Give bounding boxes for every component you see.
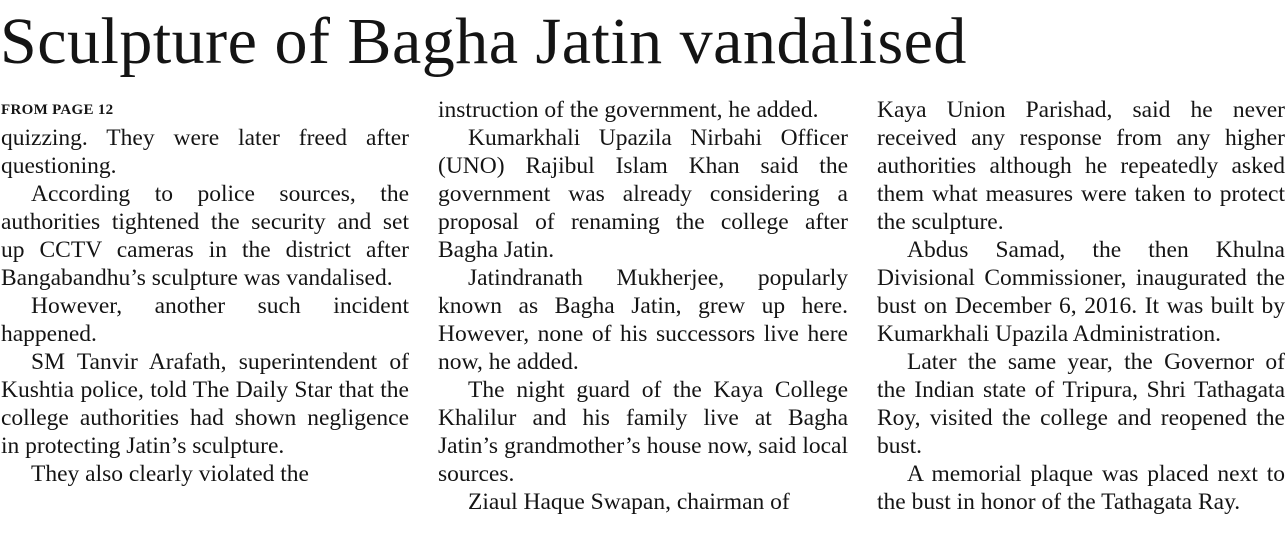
- jump-label: FROM PAGE 12: [1, 102, 114, 118]
- paragraph: However, another such incident happened.: [1, 293, 409, 347]
- paragraph: Jatindranath Mukherjee, popularly known as Bagha Jatin, grew up here. However, none of his successors live here now, he added.: [438, 265, 848, 375]
- article-column-1: [1, 96, 409, 488]
- paragraph: instruction of the government, he added.: [438, 97, 819, 123]
- paragraph: Later the same year, the Governor of the Indian state of Tripura, Shri Tathagata Roy, visited the college and reopened the bust.: [877, 349, 1285, 459]
- headline: Sculpture of Bagha Jatin vandalised: [0, 5, 967, 78]
- paragraph: SM Tanvir Arafath, superintendent of Kushtia police, told The Daily Star that the college authorities had shown negligence in protecting Jatin’s sculpture.: [1, 349, 409, 459]
- paragraph: Ziaul Haque Swapan, chairman of: [468, 489, 790, 515]
- paragraph: Abdus Samad, the then Khulna Divisional Commissioner, inaugurated the bust on December 6, 2016. It was built by Kumarkhali Upazila Administration.: [877, 237, 1285, 347]
- paragraph: A memorial plaque was placed next to the bust in honor of the Tathagata Ray.: [877, 461, 1285, 515]
- paragraph: They also clearly violated the: [31, 461, 309, 487]
- paragraph: The night guard of the Kaya College Khalilur and his family live at Bagha Jatin’s grandmother’s house now, said local sources.: [438, 377, 848, 487]
- paragraph: quizzing. They were later freed after questioning.: [1, 125, 409, 179]
- paragraph: Kumarkhali Upazila Nirbahi Officer (UNO) Rajibul Islam Khan said the government was already considering a proposal of renaming the college after Bagha Jatin.: [438, 125, 848, 263]
- article-column-2: [438, 96, 848, 516]
- article-column-3: [877, 96, 1285, 516]
- paragraph: Kaya Union Parishad, said he never received any response from any higher authorities although he repeatedly asked them what measures were taken to protect the sculpture.: [877, 97, 1285, 235]
- paragraph: According to police sources, the authorities tightened the security and set up CCTV cameras in the district after Bangabandhu’s sculpture was vandalised.: [1, 181, 409, 291]
